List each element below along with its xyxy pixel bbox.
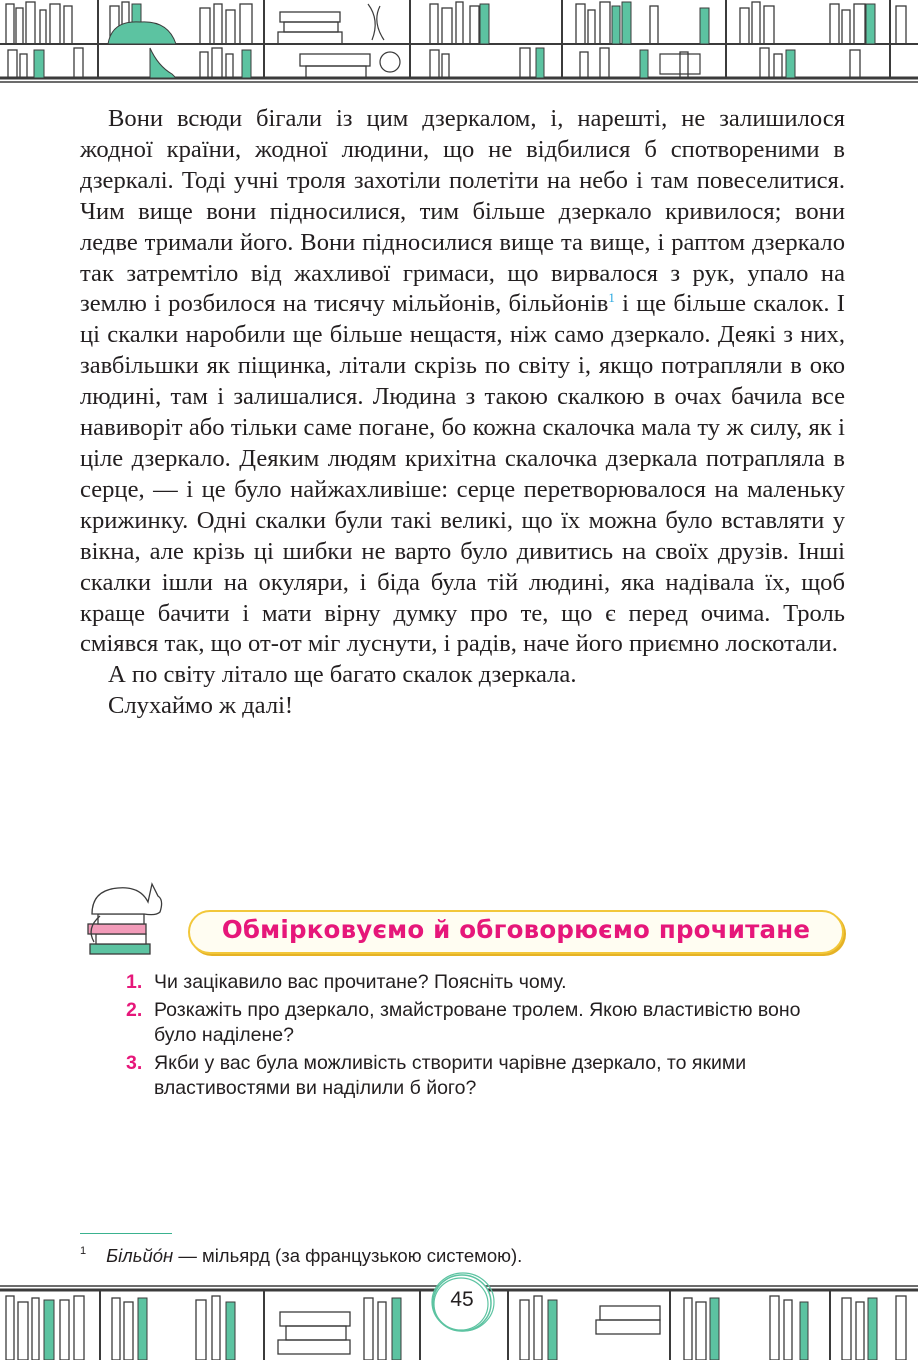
discussion-section-header [78,872,848,962]
cat-on-books-icon [78,872,178,962]
story-paragraph: А по світу літало ще багато скалок дзеркала. [108,661,577,689]
question-item [126,970,846,996]
footnote-mark: 1 [80,1245,87,1257]
page-number-badge [428,1270,496,1336]
story-text [80,104,845,722]
question-number: 3. [126,1051,143,1074]
story-paragraph-part: і ще більше скалок. І ці скалки наробили ще більше нещастя, ніж само дзеркало. Деякі з них, завбільшки як піщинка, літали скрізь по світу і, якщо потрапляли в око людині, там і залишалися. Людина з такою скалкою в очах бачила все навиворіт або тільки саме погане, бо кожна скалочка мала ту ж силу, як і ціле дзеркало. Деяким людям крихітна скалочка дзеркала потрапляла в серце, — і це було найжахливіше: серце перетворювалося на маленьку крижинку. Одні скалки були такі великі, що їх можна було вставляти у вікна, але крізь ці шибки не варто було дивитись на своїх друзів. Інші скалки ішли на окуляри, і біда була тій людині, яка надівала їх, щоб краще бачити і мати вірну думку про те, що є перед очима. Троль сміявся так, що от-от міг луснути, і радів, наче його приємно лоскотали. [80,290,846,658]
bookshelf-header-illustration [0,0,918,84]
footnote-divider [80,1233,172,1234]
question-text: Якби у вас була можливість створити чарівне дзеркало, то якими властивостями ви наділили б його? [154,1051,747,1099]
story-paragraph-part: Вони всюди бігали із цим дзеркалом, і, нарешті, не залишилося жодної країни, жодної людини, що не відбилися б спотвореними в дзеркалі. Тоді учні троля захотіли полетіти на небо і там повеселитися. Чим вище вони підносилися, тим більше дзеркало кривилося; вони ледве тримали його. Вони підносилися вище та вище, і раптом дзеркало так затремтіло від жахливої гримаси, що вирвалося з рук, упало на землю і розбилося на тисячу мільйонів, більйонів [80,105,845,318]
footnote [80,1238,840,1269]
question-item [126,998,846,1049]
question-list [126,970,846,1104]
story-paragraph: Слухаймо ж далі! [108,692,294,720]
section-title: Обмірковуємо й обговорюємо прочитане [221,915,811,944]
question-item [126,1051,846,1102]
question-number: 2. [126,998,143,1021]
story-paragraph [80,104,845,660]
section-title-banner [188,910,844,954]
footnote-term: Більйо́н [106,1245,174,1266]
question-text: Чи зацікавило вас прочитане? Поясніть чому. [154,971,567,993]
page-number: 45 [450,1288,474,1311]
footnote-reference[interactable]: 1 [608,290,615,306]
footnote-definition: — мільярд (за французькою системою). [173,1245,523,1266]
question-number: 1. [126,971,143,993]
question-text: Розкажіть про дзеркало, змайстроване тролем. Якою властивістю воно було наділене? [154,998,801,1046]
